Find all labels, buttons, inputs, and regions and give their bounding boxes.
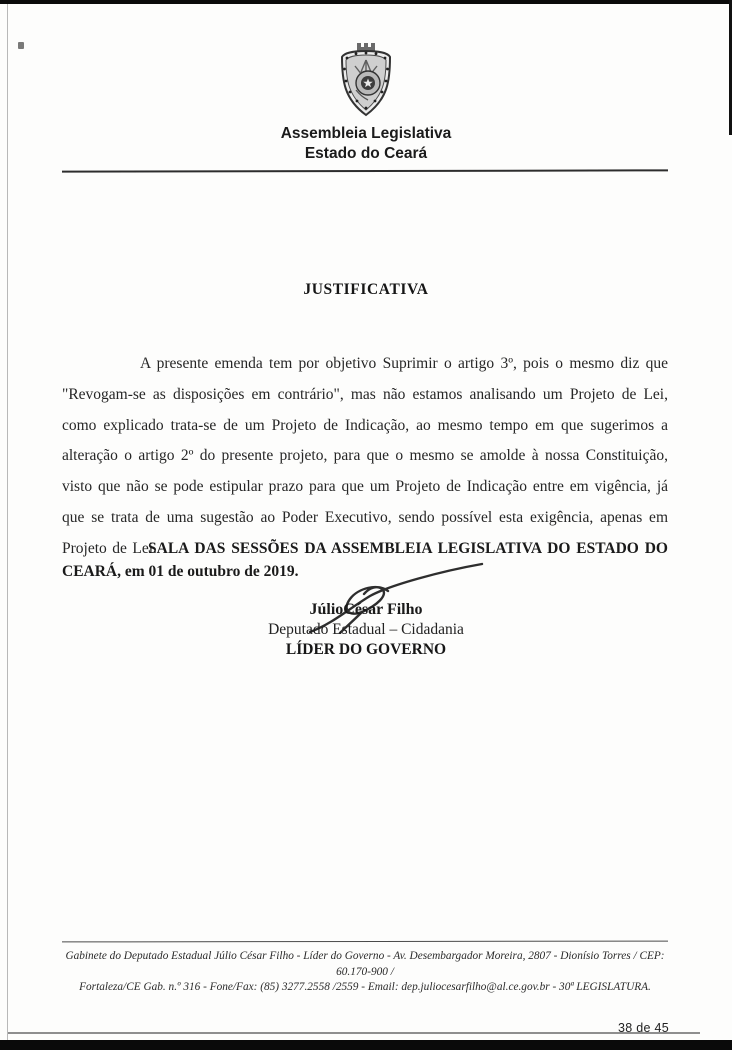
scan-edge-bottom (0, 1040, 732, 1050)
scan-bottom-line (8, 1032, 700, 1034)
header-divider (62, 169, 668, 172)
org-state: Estado do Ceará (304, 145, 428, 162)
signer-name: JúlioCésar Filho (309, 601, 423, 618)
page-number: 38 de 45 (618, 1021, 670, 1035)
footer-line2: Fortaleza/CE Gab. n.º 316 - Fone/Fax: (85) 3277.2558 /2559 - Email: dep.juliocesarfilho@al.ce.gov.br - 30ª LEGISLATURA. (79, 981, 651, 993)
org-name: Assembleia Legislativa (280, 125, 452, 142)
ceara-coat-of-arms-icon (331, 42, 401, 120)
signer-title: LÍDER DO GOVERNO (285, 641, 447, 658)
document-title: JUSTIFICATIVA (303, 281, 429, 298)
signature-block (0, 600, 732, 660)
scan-edge-top (0, 0, 732, 4)
footer (55, 949, 675, 996)
footer-line1: Gabinete do Deputado Estadual Júlio César Filho - Líder do Governo - Av. Desembargador Moreira, 2807 - Dionísio Torres / CEP: 60.170-900 / (65, 950, 665, 978)
footer-divider (62, 941, 668, 943)
letterhead (0, 42, 732, 164)
place-date-line: SALA DAS SESSÕES DA ASSEMBLEIA LEGISLATIVA DO ESTADO DO CEARÁ, em 01 de outubro de 2019. (62, 540, 668, 580)
signer-role: Deputado Estadual – Cidadania (268, 621, 464, 638)
justification-paragraph: A presente emenda tem por objetivo Suprimir o artigo 3º, pois o mesmo diz que "Revogam-se as disposições em contrário", mas não estamos analisando um Projeto de Lei, como explicado trata-se de um Projeto de Indicação, ao mesmo tempo em que sugerimos a alteração o artigo 2º do presente projeto, para que o mesmo se amolde à nossa Constituição, visto que não se pode estipular prazo para que um Projeto de Indicação entre em vigência, já que se trata de uma sugestão ao Poder Executivo, sendo possível esta exigência, apenas em Projeto de Lei. (62, 355, 668, 557)
